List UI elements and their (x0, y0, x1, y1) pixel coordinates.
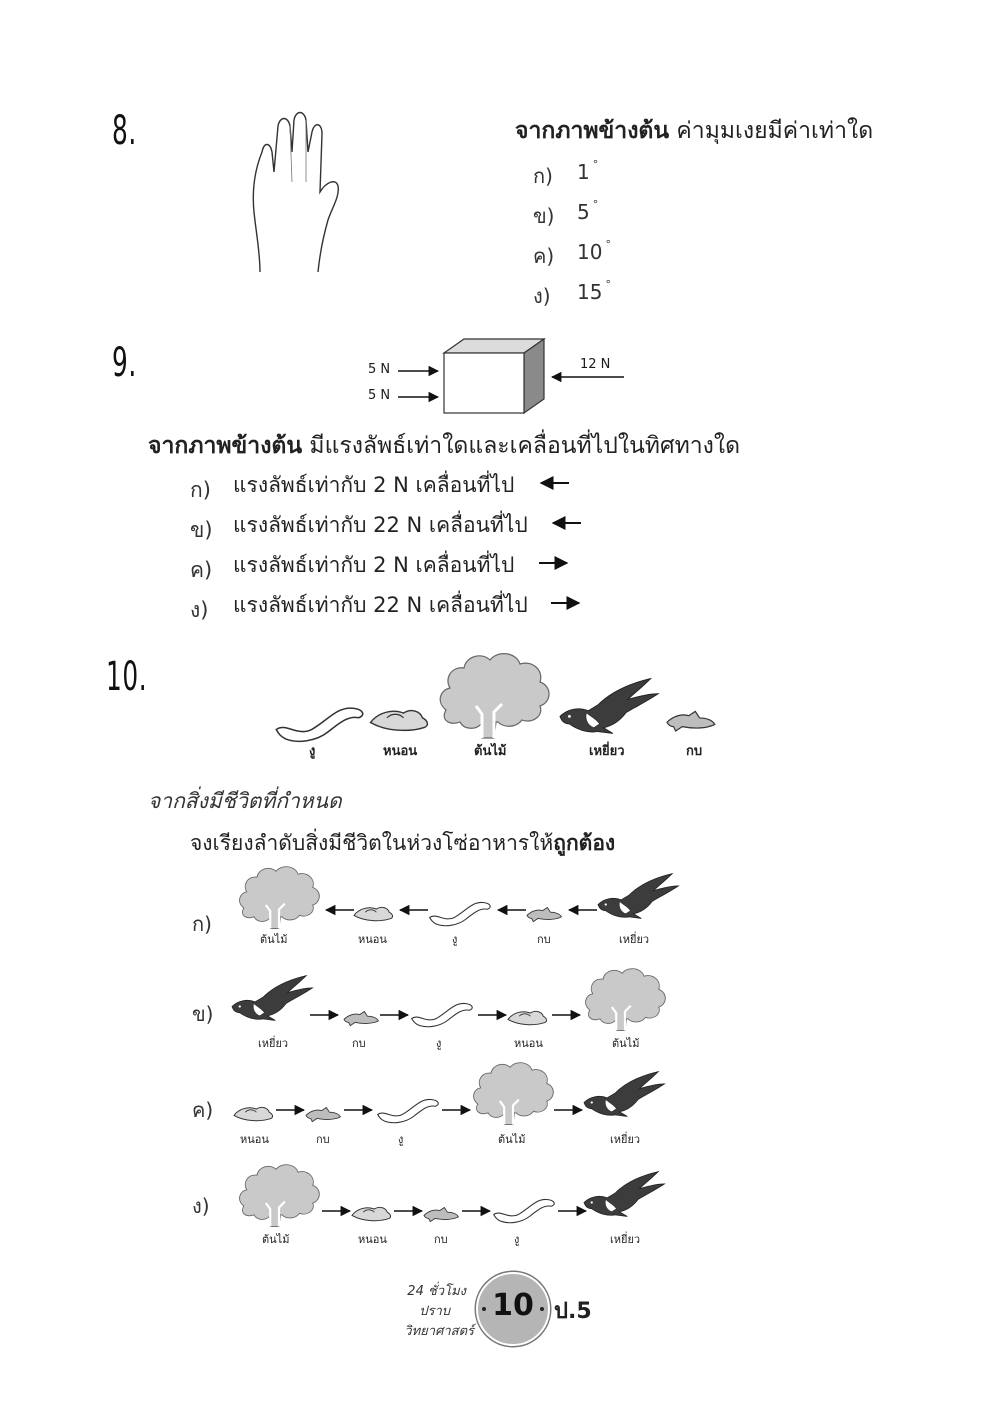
arrow-left-icon (565, 904, 599, 916)
question-8-number: 8. (112, 108, 137, 154)
worm-illustration (352, 1204, 392, 1222)
arrow-left-icon (322, 904, 356, 916)
q9-option-b-label[interactable]: ข) (190, 518, 213, 542)
label-eagle: เหยี่ยว (589, 744, 625, 759)
worm-illustration (354, 904, 394, 922)
page-number-badge (476, 1272, 550, 1346)
q8-option-d-value (577, 280, 611, 304)
snake-illustration (276, 706, 366, 746)
q8-option-c-number: 10 (577, 240, 603, 264)
arrow-left-icon (537, 476, 571, 490)
q8-option-d-number: 15 (577, 280, 603, 304)
arrow-left-icon (549, 516, 583, 530)
question-9-rest: มีแรงลัพธ์เท่าใดและเคลื่อนที่ไปในทิศทางใด (309, 433, 741, 459)
label-eagle: เหยี่ยว (619, 933, 650, 946)
q9-option-a-label[interactable]: ก) (190, 478, 211, 502)
arrow-left-icon (396, 904, 430, 916)
degree-symbol: ° (605, 278, 611, 291)
force-diagram (360, 335, 640, 425)
label-snake: งู (309, 744, 316, 759)
q8-option-c-label[interactable]: ค) (533, 244, 555, 268)
arrow-right-icon (537, 556, 573, 570)
label-tree: ต้นไม้ (612, 1037, 640, 1050)
arrow-right-icon (342, 1104, 378, 1116)
tree-illustration (234, 1162, 324, 1228)
degree-symbol: ° (605, 238, 611, 251)
hand-illustration (248, 112, 348, 277)
q10-option-c-label: ค) (192, 1098, 214, 1122)
arrow-right-icon (552, 1104, 588, 1116)
eagle-illustration (584, 1070, 666, 1118)
label-frog: กบ (686, 744, 703, 759)
force-right-label: 12 N (580, 357, 611, 372)
label-worm: หนอน (383, 744, 418, 759)
tree-illustration (432, 650, 556, 740)
label-frog: กบ (352, 1037, 366, 1050)
q10-option-d-label: ง) (192, 1194, 210, 1218)
label-tree: ต้นไม้ (260, 933, 288, 946)
q8-option-d-label[interactable]: ง) (533, 284, 551, 308)
page-number: 10 (492, 1288, 534, 1323)
arrow-right-icon (549, 596, 585, 610)
label-eagle: เหยี่ยว (258, 1037, 289, 1050)
frog-illustration (424, 1204, 460, 1222)
question-8-rest: ค่ามุมเงยมีค่าเท่าใด (676, 118, 874, 144)
q9-option-c-label[interactable]: ค) (190, 558, 213, 582)
label-tree: ต้นไม้ (474, 744, 507, 759)
question-8-bold: จากภาพข้างต้น (515, 118, 670, 144)
instruction-bold: ถูกต้อง (553, 831, 616, 855)
arrow-right-icon (476, 1009, 512, 1021)
frog-illustration (667, 707, 717, 731)
label-snake: งู (436, 1037, 442, 1050)
instruction-rest: จงเรียงลำดับสิ่งมีชีวิตในห่วงโซ่อาหารให้ (190, 831, 554, 855)
label-snake: งู (514, 1233, 520, 1246)
dot-right-icon (540, 1307, 544, 1311)
eagle-illustration (598, 872, 680, 920)
q10-option-a-label: ก) (192, 912, 212, 936)
q8-option-a-label[interactable]: ก) (533, 164, 553, 188)
label-frog: กบ (434, 1233, 448, 1246)
dot-left-icon (482, 1307, 486, 1311)
tree-illustration (234, 864, 324, 930)
snake-illustration (428, 901, 494, 929)
q8-option-a-value (577, 160, 598, 184)
frog-illustration (344, 1008, 380, 1026)
worm-illustration (508, 1008, 548, 1026)
q9-option-d-label[interactable]: ง) (190, 598, 209, 622)
label-tree: ต้นไม้ (498, 1133, 526, 1146)
question-8-text (515, 118, 873, 144)
arrow-right-icon (378, 1009, 414, 1021)
q9-option-a-text: แรงลัพธ์เท่ากับ 2 N เคลื่อนที่ไป (233, 473, 515, 497)
tree-illustration (468, 1060, 558, 1126)
label-snake: งู (398, 1133, 404, 1146)
worm-illustration (370, 706, 430, 732)
grade-label: ป.5 (554, 1299, 592, 1324)
question-9-text (148, 433, 740, 459)
q9-option-b-text: แรงลัพธ์เท่ากับ 22 N เคลื่อนที่ไป (233, 513, 528, 537)
frog-illustration (527, 904, 563, 922)
label-worm: หนอน (358, 1233, 387, 1246)
label-worm: หนอน (514, 1037, 543, 1050)
question-10-number: 10. (106, 654, 148, 700)
q10-option-b-label: ข) (192, 1002, 214, 1026)
label-frog: กบ (316, 1133, 330, 1146)
snake-illustration (492, 1198, 558, 1226)
eagle-illustration (584, 1170, 666, 1218)
arrow-right-icon (460, 1205, 496, 1217)
arrow-left-icon (494, 904, 528, 916)
degree-symbol: ° (592, 158, 599, 171)
arrow-right-icon (550, 1009, 586, 1021)
degree-symbol: ° (592, 198, 599, 211)
label-worm: หนอน (358, 933, 387, 946)
q8-option-c-value (577, 240, 611, 264)
snake-illustration (376, 1098, 442, 1126)
arrow-right-icon (392, 1205, 428, 1217)
footer-line-1: 24 ชั่วโมง (407, 1284, 466, 1299)
force-left-2-label: 5 N (368, 388, 391, 403)
question-9-bold: จากภาพข้างต้น (148, 433, 303, 459)
eagle-illustration (560, 676, 660, 736)
label-eagle: เหยี่ยว (610, 1233, 641, 1246)
question-10-instruction (190, 830, 615, 856)
q9-option-c-text: แรงลัพธ์เท่ากับ 2 N เคลื่อนที่ไป (233, 553, 515, 577)
q8-option-b-number: 5 (577, 200, 590, 224)
label-frog: กบ (537, 933, 551, 946)
footer-line-2: ปราบ (419, 1304, 450, 1319)
label-eagle: เหยี่ยว (610, 1133, 641, 1146)
worm-illustration (234, 1104, 274, 1122)
frog-illustration (306, 1104, 342, 1122)
arrow-right-icon (308, 1009, 344, 1021)
label-worm: หนอน (240, 1133, 269, 1146)
q8-option-b-label[interactable]: ข) (533, 204, 555, 228)
snake-illustration (410, 1002, 476, 1030)
force-left-1-label: 5 N (368, 362, 391, 377)
label-snake: งู (452, 933, 458, 946)
question-9-number: 9. (112, 340, 137, 386)
eagle-illustration (232, 974, 314, 1022)
footer-line-3: วิทยาศาสตร์ (404, 1324, 474, 1339)
arrow-right-icon (320, 1205, 356, 1217)
label-tree: ต้นไม้ (262, 1233, 290, 1246)
tree-illustration (580, 966, 670, 1032)
q8-option-b-value (577, 200, 598, 224)
q8-option-a-number: 1 (577, 160, 590, 184)
arrow-right-icon (556, 1205, 592, 1217)
arrow-right-icon (440, 1104, 476, 1116)
arrow-right-icon (274, 1104, 310, 1116)
question-10-intro: จากสิ่งมีชีวิตที่กำหนด (148, 789, 342, 813)
q9-option-d-text: แรงลัพธ์เท่ากับ 22 N เคลื่อนที่ไป (233, 593, 528, 617)
